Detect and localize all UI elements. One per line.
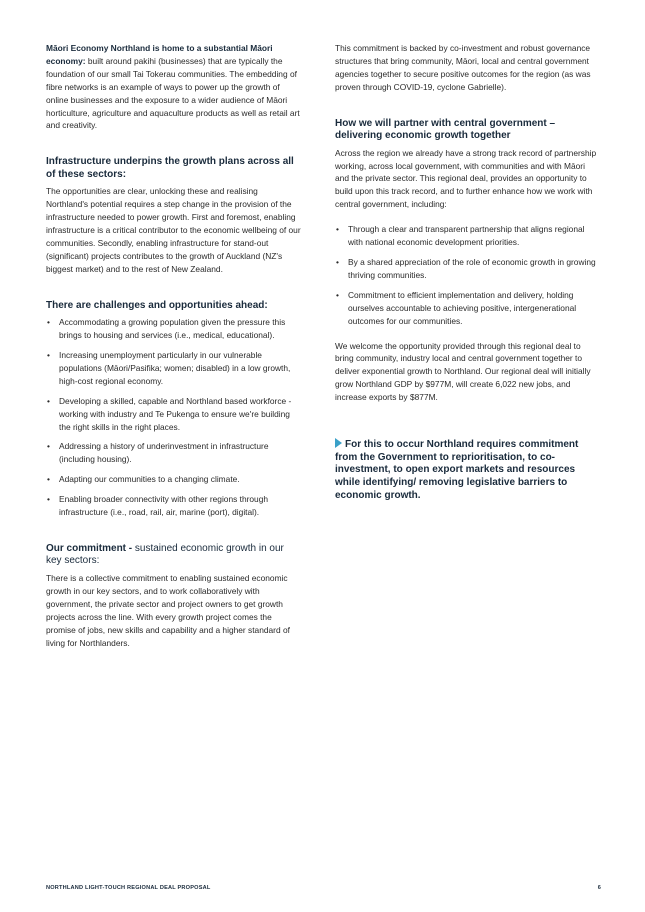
intro-lead: Māori Economy Northland is home to a substantial Māori economy: [46,43,273,66]
page-footer [46,885,601,891]
left-column [46,42,302,661]
triangle-right-icon [335,438,342,448]
bullet: • [47,494,50,505]
list-item [335,223,601,249]
list-item [46,349,302,388]
commitment-heading-bold: Our commitment - [46,542,133,554]
challenges-list [46,316,302,519]
list-item-text: Increasing unemployment particularly in our vulnerable populations (Māori/Pasifika; women; disabled) in a low growth, high-cost regional economy. [59,350,291,386]
list-item-text: Addressing a history of underinvestment in infrastructure (including housing). [59,441,269,465]
infrastructure-heading: Infrastructure underpins the growth plans across all of these sectors: [46,156,294,180]
list-item [335,256,601,282]
commitment-heading [46,543,302,568]
bullet: • [336,224,339,235]
list-item [46,440,302,466]
intro-paragraph [46,42,302,132]
bullet: • [47,441,50,452]
list-item-text: By a shared appreciation of the role of economic growth in growing thriving communities. [348,256,596,280]
bullet: • [47,317,50,328]
list-item [46,493,302,519]
list-item-text: Accommodating a growing population given the pressure this brings to housing and services (i.e., medical, educational). [59,317,286,341]
list-item [46,316,302,342]
backing-paragraph: This commitment is backed by co-investment and robust governance structures that bring community, Māori, local and central government agencies together to secure positive outcomes for the region (as was proven through COVID-19, cyclone Gabrielle). [335,43,591,92]
commitment-heading-rest: sustained economic growth in our key sectors: [46,542,284,567]
bullet: • [47,350,50,360]
list-item-text: Enabling broader connectivity with other regions through infrastructure (i.e., road, rail, air, marine (port), digital). [59,494,269,518]
list-item-text: Through a clear and transparent partnership that aligns regional with national economic development priorities. [348,224,585,248]
callout-text: For this to occur Northland requires commitment from the Government to reprioritisation, to co-investment, to open export markets and resources while identifying/ removing legislative barriers to economic growth. [335,439,579,501]
commitment-text: There is a collective commitment to enabling sustained economic growth in our key sectors, and to work collaboratively with government, the private sector and project owners to get growth projects across the line. With every growth project comes the promise of jobs, new skills and capability and a higher standard of living for Northlanders. [46,572,290,648]
list-item-text: Commitment to efficient implementation and delivery, holding ourselves accountable to achieving positive, intergenerational outcomes for our communities. [348,289,577,326]
footer-title: NORTHLAND LIGHT-TOUCH REGIONAL DEAL PROPOSAL [46,885,211,891]
partner-text: Across the region we already have a strong track record of partnership working, across local government, with communities and with Māori and the private sector. This regional deal, provides an opportunity to build upon this track record, and to further enhance how we work with central government, including: [335,147,597,210]
list-item [46,395,302,434]
intro-text: built around pakihi (businesses) that are typically the foundation of our small Tai Tokerau communities. The embedding of fibre networks is an example of ways to power up the growth of online businesses and the exposure to a wider audience of Māori horticulture, agriculture and aquaculture products as well as retail art and creativity. [46,55,300,131]
list-item-text: Adapting our communities to a changing climate. [59,474,240,485]
challenges-heading: There are challenges and opportunities ahead: [46,299,268,311]
welcome-paragraph: We welcome the opportunity provided through this regional deal to bring community, industry local and central government together to deliver exponential growth to Northland. Our regional deal will initially grow Northland GDP by $977M, will create 6,022 new jobs, and increase exports by $877M. [335,340,591,403]
bullet: • [336,289,339,300]
partner-list [335,223,601,327]
right-column [335,42,601,503]
callout [335,438,601,503]
partner-heading: How we will partner with central government – delivering economic growth together [335,117,556,142]
page-number: 6 [597,885,601,891]
list-item [46,473,302,486]
list-item-text: Developing a skilled, capable and Northland based workforce - working with industry and Te Pukenga to ensure we're building the right skills in the right places. [59,395,292,432]
infrastructure-text: The opportunities are clear, unlocking these and realising Northland's potential requires a step change in the provision of the infrastructure needed to power growth. First and foremost, enabling infrastructure is a critical contributor to the economic wellbeing of our communities. Secondly, enabling infrastructure for stand-out (significant) projects contributes to the growth of Auckland (NZ's biggest market) and to the rest of New Zealand. [46,186,301,274]
bullet: • [47,474,50,485]
list-item [335,289,601,328]
bullet: • [336,256,339,267]
bullet: • [47,395,50,406]
